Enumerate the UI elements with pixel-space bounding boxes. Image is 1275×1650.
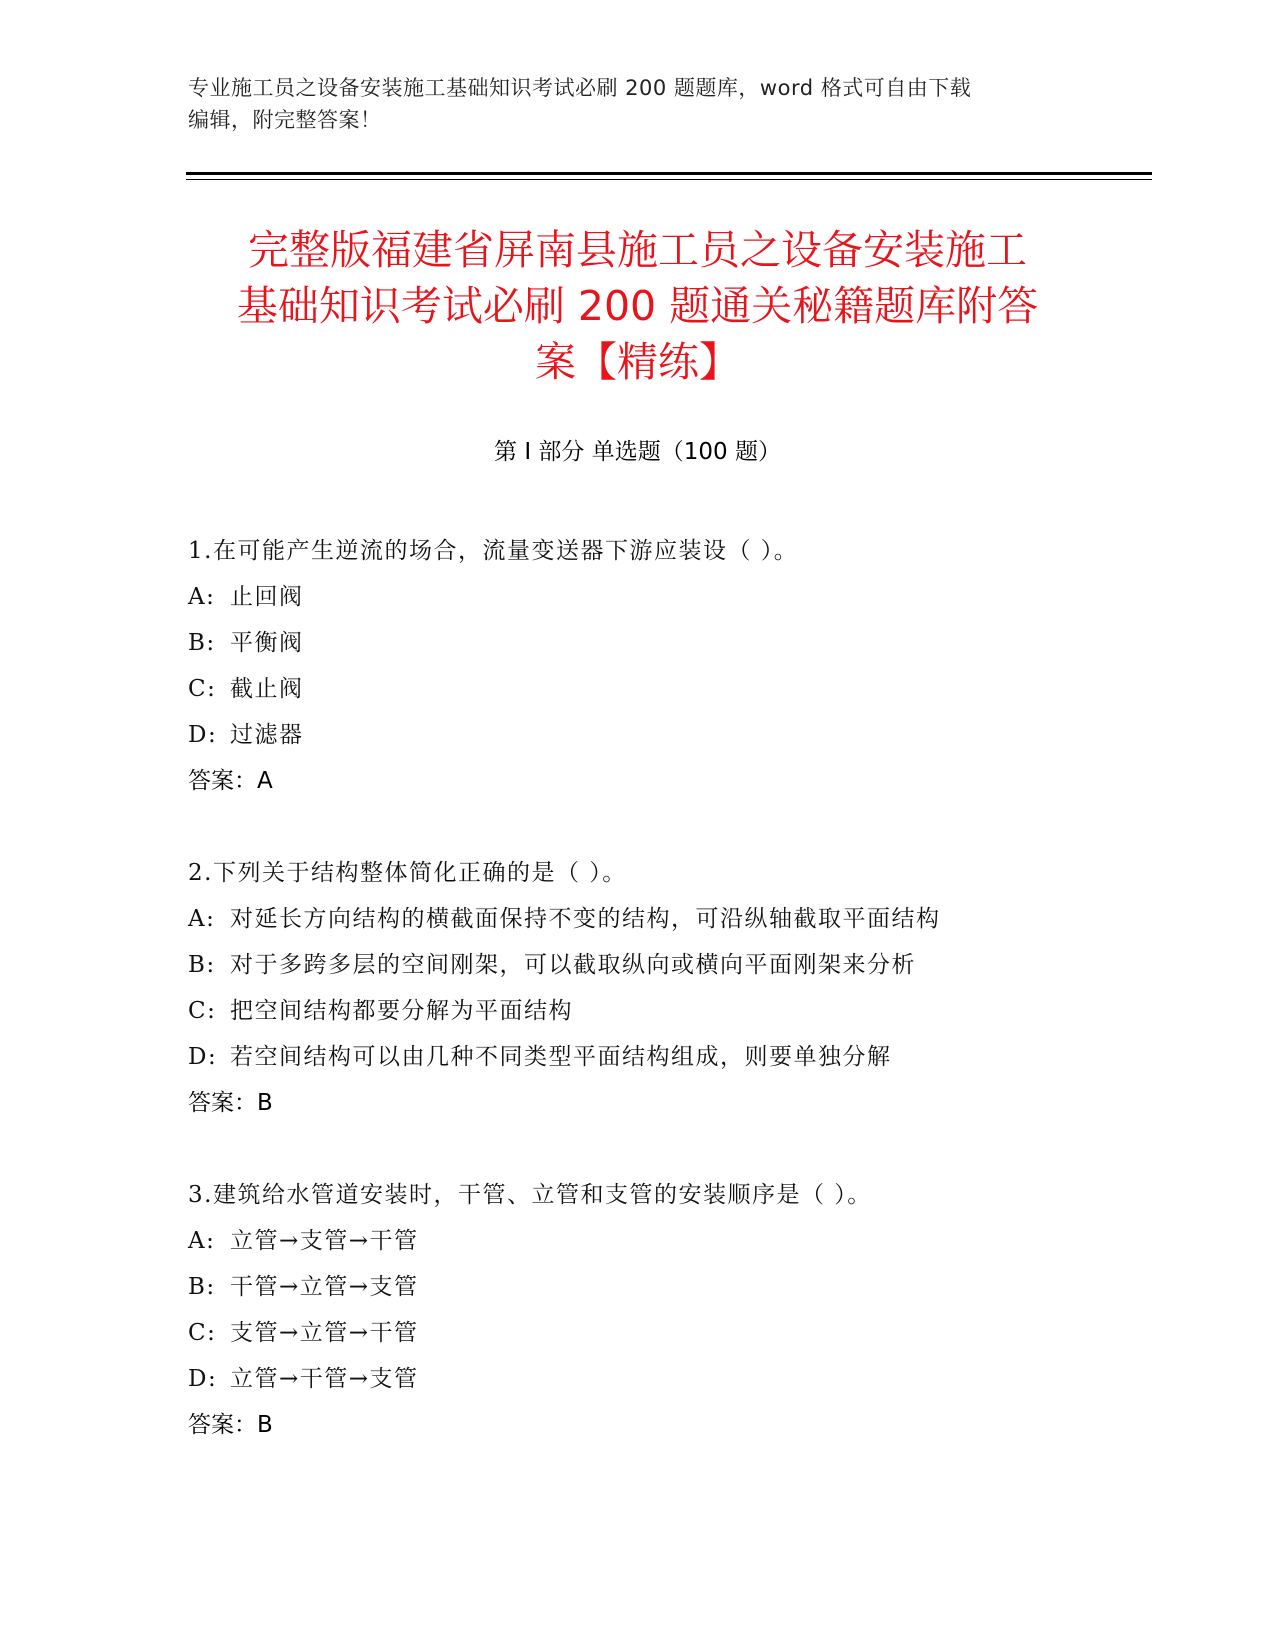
document-title-line2: 基础知识考试必刷 200 题通关秘籍题库附答	[236, 282, 1039, 330]
option-c	[188, 988, 1138, 1034]
option-text: 立管→干管→支管	[230, 1366, 419, 1392]
answer: 答案：B	[188, 1090, 273, 1116]
option-text: 止回阀	[230, 584, 304, 610]
option-d	[188, 1356, 1138, 1402]
option-text: 把空间结构都要分解为平面结构	[230, 998, 573, 1024]
option-c	[188, 666, 1138, 712]
option-text: 干管→立管→支管	[230, 1274, 419, 1300]
option-d	[188, 1034, 1138, 1080]
document-title-line1: 完整版福建省屏南县施工员之设备安装施工	[248, 226, 1027, 274]
option-letter: C:	[188, 676, 217, 702]
option-letter: D:	[188, 722, 218, 748]
header-divider-thin	[186, 179, 1152, 180]
answer: 答案：A	[188, 768, 273, 794]
option-b	[188, 1264, 1138, 1310]
option-text: 立管→支管→干管	[230, 1228, 419, 1254]
question-list	[188, 528, 1138, 1494]
option-letter: A:	[188, 584, 216, 610]
option-a	[188, 574, 1138, 620]
option-letter: A:	[188, 906, 216, 932]
option-letter: D:	[188, 1366, 218, 1392]
option-b	[188, 620, 1138, 666]
document-title	[180, 222, 1095, 390]
question-stem: 1.在可能产生逆流的场合，流量变送器下游应装设（ ）。	[188, 538, 799, 564]
option-letter: A:	[188, 1228, 216, 1254]
document-title-line3: 案【精练】	[535, 338, 740, 386]
option-letter: B:	[188, 952, 216, 978]
question-1	[188, 528, 1138, 804]
option-text: 对于多跨多层的空间刚架，可以截取纵向或横向平面刚架来分析	[230, 952, 916, 978]
option-b	[188, 942, 1138, 988]
option-a	[188, 896, 1138, 942]
answer: 答案：B	[188, 1412, 273, 1438]
question-3	[188, 1172, 1138, 1448]
header-note-line1: 专业施工员之设备安装施工基础知识考试必刷 200 题题库，word 格式可自由下载	[188, 76, 972, 100]
option-text: 若空间结构可以由几种不同类型平面结构组成，则要单独分解	[230, 1044, 892, 1070]
option-a	[188, 1218, 1138, 1264]
question-2	[188, 850, 1138, 1126]
option-letter: B:	[188, 630, 216, 656]
header-note	[188, 72, 1088, 136]
option-c	[188, 1310, 1138, 1356]
option-letter: C:	[188, 998, 217, 1024]
option-text: 平衡阀	[230, 630, 304, 656]
header-note-line2: 编辑，附完整答案！	[188, 108, 382, 132]
option-letter: C:	[188, 1320, 217, 1346]
section-title: 第 I 部分 单选题（100 题）	[494, 439, 781, 465]
option-text: 对延长方向结构的横截面保持不变的结构，可沿纵轴截取平面结构	[230, 906, 941, 932]
option-text: 支管→立管→干管	[230, 1320, 419, 1346]
question-stem: 2.下列关于结构整体简化正确的是（ ）。	[188, 860, 627, 886]
option-text: 过滤器	[230, 722, 304, 748]
header-divider-thick	[186, 172, 1152, 175]
question-stem: 3.建筑给水管道安装时，干管、立管和支管的安装顺序是（ ）。	[188, 1182, 872, 1208]
option-letter: D:	[188, 1044, 218, 1070]
option-d	[188, 712, 1138, 758]
option-text: 截止阀	[230, 676, 304, 702]
option-letter: B:	[188, 1274, 216, 1300]
